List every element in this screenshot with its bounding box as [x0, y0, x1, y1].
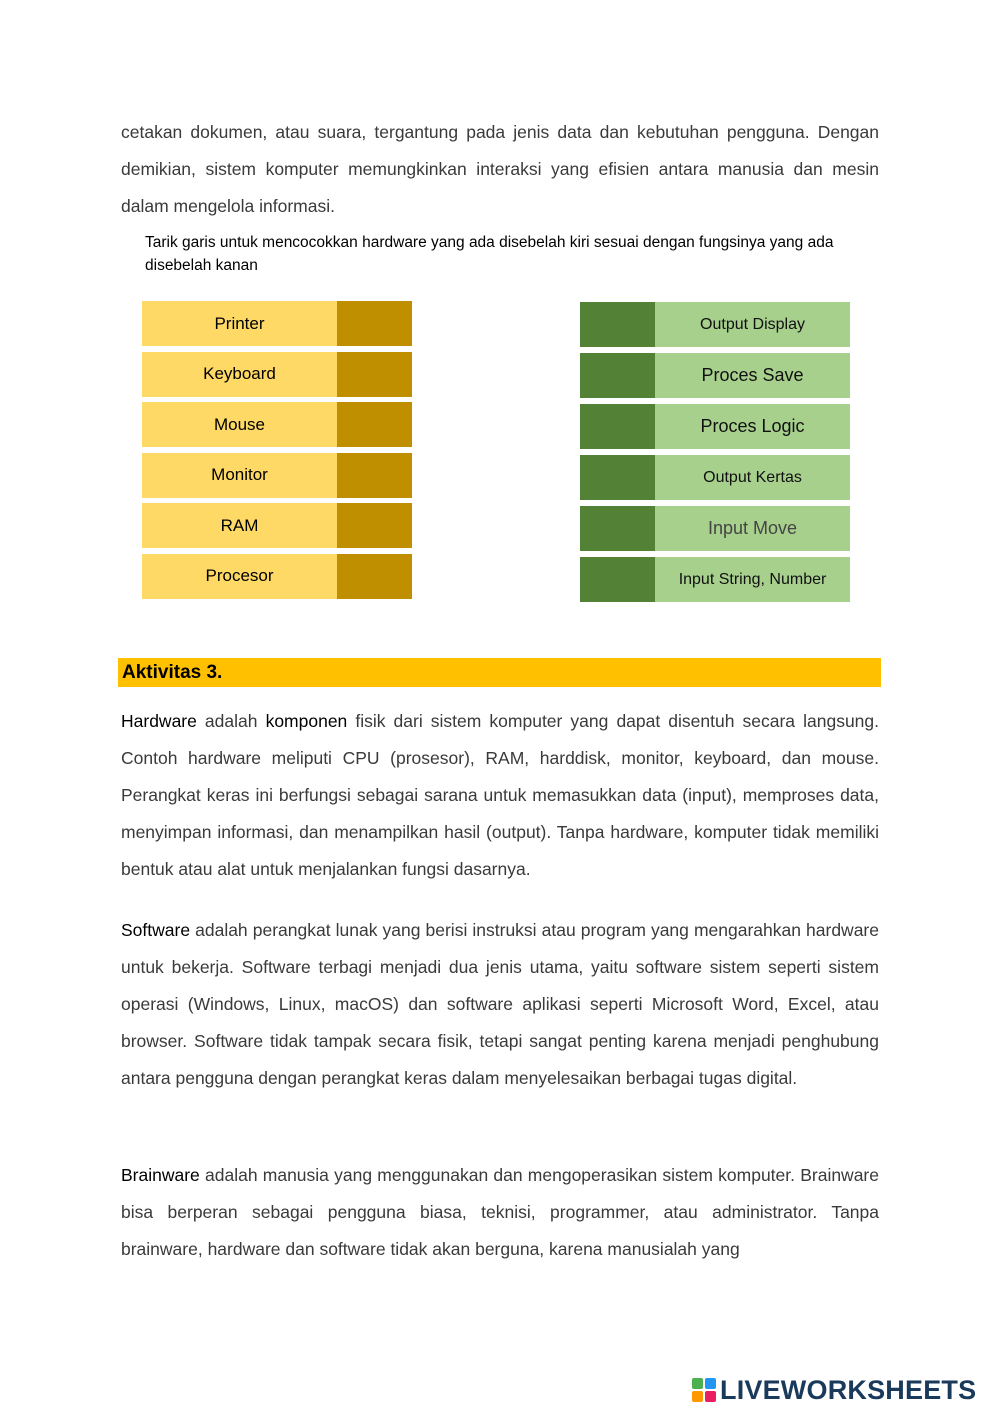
function-column — [580, 302, 850, 608]
function-connector[interactable] — [580, 404, 655, 449]
function-label: Input Move — [655, 506, 850, 551]
intro-paragraph: cetakan dokumen, atau suara, tergantung pada jenis data dan kebutuhan pengguna. Dengan demikian, sistem komputer memungkinkan interaksi yang efisien antara manusia dan mesin dalam mengelola informasi. — [121, 122, 879, 216]
hardware-item[interactable] — [142, 554, 412, 599]
function-item[interactable] — [580, 404, 850, 449]
function-connector[interactable] — [580, 353, 655, 398]
logo-square — [692, 1391, 703, 1402]
brainware-term: Brainware — [121, 1165, 200, 1185]
hardware-item[interactable] — [142, 503, 412, 548]
hardware-column — [142, 301, 412, 604]
function-connector[interactable] — [580, 557, 655, 602]
function-label: Proces Save — [655, 353, 850, 398]
hardware-label: Printer — [142, 301, 337, 346]
hardware-item[interactable] — [142, 402, 412, 447]
hardware-term: Hardware — [121, 711, 197, 731]
hardware-label: Keyboard — [142, 352, 337, 397]
hardware-label: Procesor — [142, 554, 337, 599]
software-term: Software — [121, 920, 191, 940]
function-connector[interactable] — [580, 455, 655, 500]
brainware-paragraph — [121, 1157, 879, 1268]
liveworksheets-logo-icon — [692, 1378, 716, 1402]
hardware-connector[interactable] — [337, 402, 412, 447]
hardware-item[interactable] — [142, 352, 412, 397]
function-item[interactable] — [580, 506, 850, 551]
paragraph-text: adalah perangkat lunak yang berisi instruksi atau program yang mengarahkan hardware untuk bekerja. Software terbagi menjadi dua jenis utama, yaitu software sistem seperti sistem operasi (Windows, Linux, macOS) dan software aplikasi seperti Microsoft Word, Excel, atau browser. Software tidak tampak secara fisik, tetapi sangat penting karena menjadi penghubung antara pengguna dengan perangkat keras dalam menyelesaikan berbagai tugas digital. — [121, 920, 879, 1088]
software-paragraph — [121, 912, 879, 1097]
logo-square — [705, 1391, 716, 1402]
function-connector[interactable] — [580, 506, 655, 551]
hardware-label: Mouse — [142, 402, 337, 447]
paragraph-text: adalah — [196, 711, 266, 731]
logo-square — [705, 1378, 716, 1389]
hardware-connector[interactable] — [337, 554, 412, 599]
paragraph-text: fisik dari sistem komputer yang dapat disentuh secara langsung. Contoh hardware meliputi CPU (prosesor), RAM, harddisk, monitor, keyboard, dan mouse. Perangkat keras ini berfungsi sebagai sarana untuk memasukkan data (input), memproses data, menyimpan informasi, dan menampilkan hasil (output). Tanpa hardware, komputer tidak memiliki bentuk atau alat untuk menjalankan fungsi dasarnya. — [121, 711, 879, 879]
function-label: Proces Logic — [655, 404, 850, 449]
liveworksheets-logo — [692, 1375, 976, 1405]
function-item[interactable] — [580, 557, 850, 602]
hardware-connector[interactable] — [337, 503, 412, 548]
function-item[interactable] — [580, 302, 850, 347]
function-label: Input String, Number — [655, 557, 850, 602]
function-item[interactable] — [580, 353, 850, 398]
paragraph-text: adalah manusia yang menggunakan dan mengoperasikan sistem komputer. Brainware bisa berperan sebagai pengguna biasa, teknisi, programmer, atau administrator. Tanpa brainware, hardware dan software tidak akan berguna, karena manusialah yang — [121, 1165, 879, 1259]
logo-square — [692, 1378, 703, 1389]
komponen-term: komponen — [265, 711, 348, 731]
section-heading: Aktivitas 3. — [118, 658, 881, 687]
hardware-label: Monitor — [142, 453, 337, 498]
hardware-label: RAM — [142, 503, 337, 548]
function-connector[interactable] — [580, 302, 655, 347]
logo-text: LIVEWORKSHEETS — [720, 1374, 977, 1405]
hardware-connector[interactable] — [337, 453, 412, 498]
function-label: Output Display — [655, 302, 850, 347]
hardware-paragraph — [121, 703, 879, 888]
function-label: Output Kertas — [655, 455, 850, 500]
function-item[interactable] — [580, 455, 850, 500]
matching-instruction: Tarik garis untuk mencocokkan hardware yang ada disebelah kiri sesuai dengan fungsinya yang ada disebelah kanan — [145, 234, 834, 274]
hardware-connector[interactable] — [337, 352, 412, 397]
hardware-item[interactable] — [142, 453, 412, 498]
hardware-connector[interactable] — [337, 301, 412, 346]
hardware-item[interactable] — [142, 301, 412, 346]
